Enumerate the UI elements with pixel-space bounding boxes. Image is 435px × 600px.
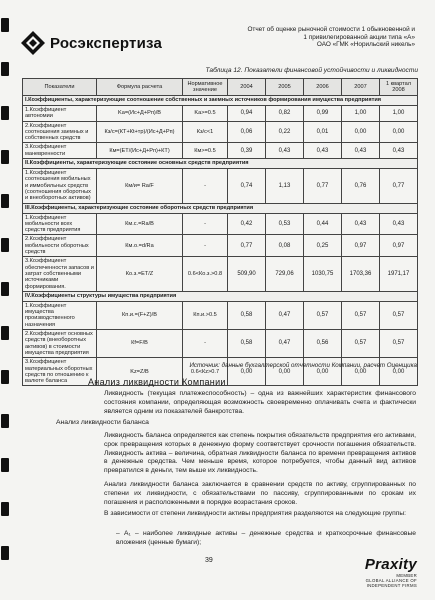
table-row (23, 213, 418, 235)
cell-value: 0,43 (342, 213, 380, 235)
logo-text: Росэкспертиза (50, 34, 163, 52)
cell-value: 0,57 (304, 301, 342, 329)
cell-value: 0,08 (266, 235, 304, 257)
cell-value: 0,43 (266, 143, 304, 159)
column-header: 2007 (342, 79, 380, 96)
cell-value: 0,00 (342, 121, 380, 143)
praxity-sub-line: GLOBAL ALLIANCE OF (365, 578, 417, 583)
row-norm: - (183, 235, 228, 257)
paragraph: Ликвидность баланса определяется как степень покрытия обязательств предприятия его активами, срок превращения которых в денежную форму соответствует срочности погашения обязательств. Ликвидность актива – величина, обратная ликвидности баланса по времени превращения активов в денежные средства. Чем меньше время, которое потребуется, чтобы данный вид активов превратился в деньги, тем выше их ликвидность. (104, 432, 416, 475)
cell-value: 0,42 (228, 213, 266, 235)
table-section-row (23, 291, 418, 301)
binder-hole (1, 106, 9, 120)
table-source-note: Источник: данные бухгалтерской отчетности Компании, расчет Оценщика (189, 362, 417, 369)
row-name: 2.Коэффициент основных средств (внеоборотных активов) в стоимости имущества предприятия (23, 330, 97, 358)
cell-value: 1,00 (342, 106, 380, 122)
section-heading: Анализ ликвидности Компании (88, 377, 226, 387)
table-title: Таблица 12. Показатели финансовой устойчивости и ликвидности (205, 67, 418, 74)
cell-value: 0,01 (304, 121, 342, 143)
binder-edge (0, 0, 14, 600)
praxity-logo-text: Praxity (364, 556, 417, 573)
table-row (23, 143, 418, 159)
table-row (23, 106, 418, 122)
table-row (23, 121, 418, 143)
cell-value: 0,43 (304, 143, 342, 159)
praxity-sub-line: INDEPENDENT FIRMS (366, 583, 417, 588)
page-number: 39 (205, 557, 213, 564)
binder-hole (1, 62, 9, 76)
row-norm: - (183, 169, 228, 203)
row-formula: Км.с.=Ra/B (97, 213, 183, 235)
cell-value: 0,47 (266, 301, 304, 329)
row-formula: Кп.и.=(F+Z)/B (97, 301, 183, 329)
paragraph: В зависимости от степени ликвидности активы предприятия разделяются на следующие группы: (104, 510, 407, 517)
row-formula: Ко.з.=ЕТ/Z (97, 257, 183, 291)
cell-value: 0,00 (342, 358, 380, 386)
binder-hole (1, 502, 9, 516)
column-header: 2005 (266, 79, 304, 96)
cell-value: 0,77 (304, 169, 342, 203)
report-title-line: ОАО «ГМК «Норильский никель» (316, 41, 415, 49)
row-norm: - (183, 330, 228, 358)
cell-value: 0,99 (304, 106, 342, 122)
praxity-logo (337, 556, 417, 588)
row-formula: Км=(ЕТ/(Ис+Д+Рп)+КТ) (97, 143, 183, 159)
binder-hole (1, 194, 9, 208)
cell-value: 0,58 (228, 301, 266, 329)
table-row (23, 235, 418, 257)
column-header: 2006 (304, 79, 342, 96)
row-name: 1.Коэффициент мобильности всех средств предприятия (23, 213, 97, 235)
binder-hole (1, 458, 9, 472)
cell-value: 0,77 (228, 235, 266, 257)
binder-hole (1, 238, 9, 252)
row-formula: Кf=F/B (97, 330, 183, 358)
cell-value: 0,57 (380, 330, 418, 358)
cell-value: 0,39 (228, 143, 266, 159)
cell-value: 0,43 (380, 213, 418, 235)
cell-value: 0,44 (304, 213, 342, 235)
section-label: II.Коэффициенты, характеризующие состояние основных средств предприятия (23, 159, 418, 169)
table-header-row (23, 79, 418, 96)
row-norm: Ka>=0.5 (183, 106, 228, 122)
report-title-line: 1 привилегированной акции типа «А» (303, 33, 415, 41)
row-name: 3.Коэффициент маневренности (23, 143, 97, 159)
cell-value: 0,57 (380, 301, 418, 329)
table-section-row (23, 203, 418, 213)
column-header: Формула расчета (97, 79, 183, 96)
binder-hole (1, 326, 9, 340)
row-formula: Kz=Z/B (97, 358, 183, 386)
cell-value: 0,00 (266, 358, 304, 386)
report-title (215, 26, 415, 49)
column-header: 2004 (228, 79, 266, 96)
cell-value: 0,43 (342, 143, 380, 159)
cell-value: 0,53 (266, 213, 304, 235)
list-item: – А₁ – наиболее ликвидные активы – денежные средства и краткосрочные финансовые вложения (ценные бумаги); (116, 530, 416, 546)
column-header: Показатели (23, 79, 97, 96)
company-logo (20, 30, 162, 56)
table-row (23, 257, 418, 291)
row-formula: Км/и= Ra/F (97, 169, 183, 203)
cell-value: 0,76 (342, 169, 380, 203)
row-name: 3.Коэффициент обеспеченности запасов и затрат собственными источниками формирования. (23, 257, 97, 291)
cell-value: 1,00 (380, 106, 418, 122)
cell-value: 0,77 (380, 169, 418, 203)
cell-value: 0,00 (304, 358, 342, 386)
financial-ratios-table (22, 78, 418, 386)
binder-hole (1, 546, 9, 560)
binder-hole (1, 18, 9, 32)
paragraph: Анализ ликвидности баланса заключается в сравнении средств по активу, сгруппированных по степени их ликвидности, с обязательствами по пассиву, сгруппированными по срокам их погашения и расположенными в порядке возрастания сроков. (104, 481, 416, 506)
row-formula: Км.о.=d/Ra (97, 235, 183, 257)
row-name: 3.Коэффициент материальных оборотных средств по отношению к валюте баланса (23, 358, 97, 386)
table-section-row (23, 159, 418, 169)
cell-value: 0,47 (266, 330, 304, 358)
row-norm: 0.6<Кz>0.7 (183, 358, 228, 386)
binder-hole (1, 282, 9, 296)
row-norm: Кп.и.>0.5 (183, 301, 228, 329)
table-row (23, 301, 418, 329)
cell-value: 0,06 (228, 121, 266, 143)
section-label: I.Коэффициенты, характеризующие соотношение собственных и заемных источников формирования имущества предприятия (23, 96, 418, 106)
table-row (23, 330, 418, 358)
row-formula: Кз/с=(КТ+Кt+тр)/(Ис+Д+Рп) (97, 121, 183, 143)
cell-value: 729,06 (266, 257, 304, 291)
row-name: 1.Коэффициент имущества производственного назначения (23, 301, 97, 329)
report-title-line: Отчет об оценке рыночной стоимости 1 обыкновенной и (247, 26, 415, 33)
section-label: IV.Коэффициенты структуры имущества предприятия (23, 291, 418, 301)
cell-value: 0,97 (380, 235, 418, 257)
cell-value: 0,25 (304, 235, 342, 257)
row-norm: - (183, 213, 228, 235)
binder-hole (1, 414, 9, 428)
paragraph: Ликвидность (текущая платежеспособность) – одна из важнейших характеристик финансового состояния компании, определяющая возможность своевременно оплачивать счета и фактически является одним из показателей банкротства. (104, 390, 416, 415)
row-name: 1.Коэффициент соотношения мобильных и иммобильных средств (соотношения оборотных и внеоборотных активов) (23, 169, 97, 203)
cell-value: 0,94 (228, 106, 266, 122)
row-name: 2.Коэффициент соотношения заемных и собственных средств (23, 121, 97, 143)
column-header: 1 квартал 2008 (380, 79, 418, 96)
row-name: 2.Коэффициент мобильности оборотных средств (23, 235, 97, 257)
row-norm: Км>=0.5 (183, 143, 228, 159)
cell-value: 0,97 (342, 235, 380, 257)
cell-value: 1703,36 (342, 257, 380, 291)
row-norm: Кз/с<1 (183, 121, 228, 143)
cell-value: 1,13 (266, 169, 304, 203)
cell-value: 0,00 (380, 358, 418, 386)
section-label: III.Коэффициенты, характеризующие состояние оборотных средств предприятия (23, 203, 418, 213)
cell-value: 0,00 (228, 358, 266, 386)
column-header: Нормативное значение (183, 79, 228, 96)
subsection-heading: Анализ ликвидности баланса (56, 419, 149, 426)
row-formula: Ka=(Ис+Д+Рп)/В (97, 106, 183, 122)
cell-value: 1030,75 (304, 257, 342, 291)
cell-value: 509,90 (228, 257, 266, 291)
cell-value: 0,57 (342, 301, 380, 329)
cell-value: 0,00 (380, 121, 418, 143)
praxity-sub-line: MEMBER (396, 573, 417, 578)
cell-value: 0,82 (266, 106, 304, 122)
cell-value: 0,22 (266, 121, 304, 143)
rosexpertiza-logo-icon (20, 30, 46, 56)
cell-value: 0,58 (228, 330, 266, 358)
cell-value: 0,74 (228, 169, 266, 203)
row-norm: 0.6<Ко.з.>0.8 (183, 257, 228, 291)
cell-value: 0,56 (304, 330, 342, 358)
row-name: 1.Коэффициент автономии (23, 106, 97, 122)
binder-hole (1, 150, 9, 164)
binder-hole (1, 370, 9, 384)
cell-value: 0,57 (342, 330, 380, 358)
cell-value: 0,43 (380, 143, 418, 159)
table-section-row (23, 96, 418, 106)
table-row (23, 169, 418, 203)
cell-value: 1971,17 (380, 257, 418, 291)
